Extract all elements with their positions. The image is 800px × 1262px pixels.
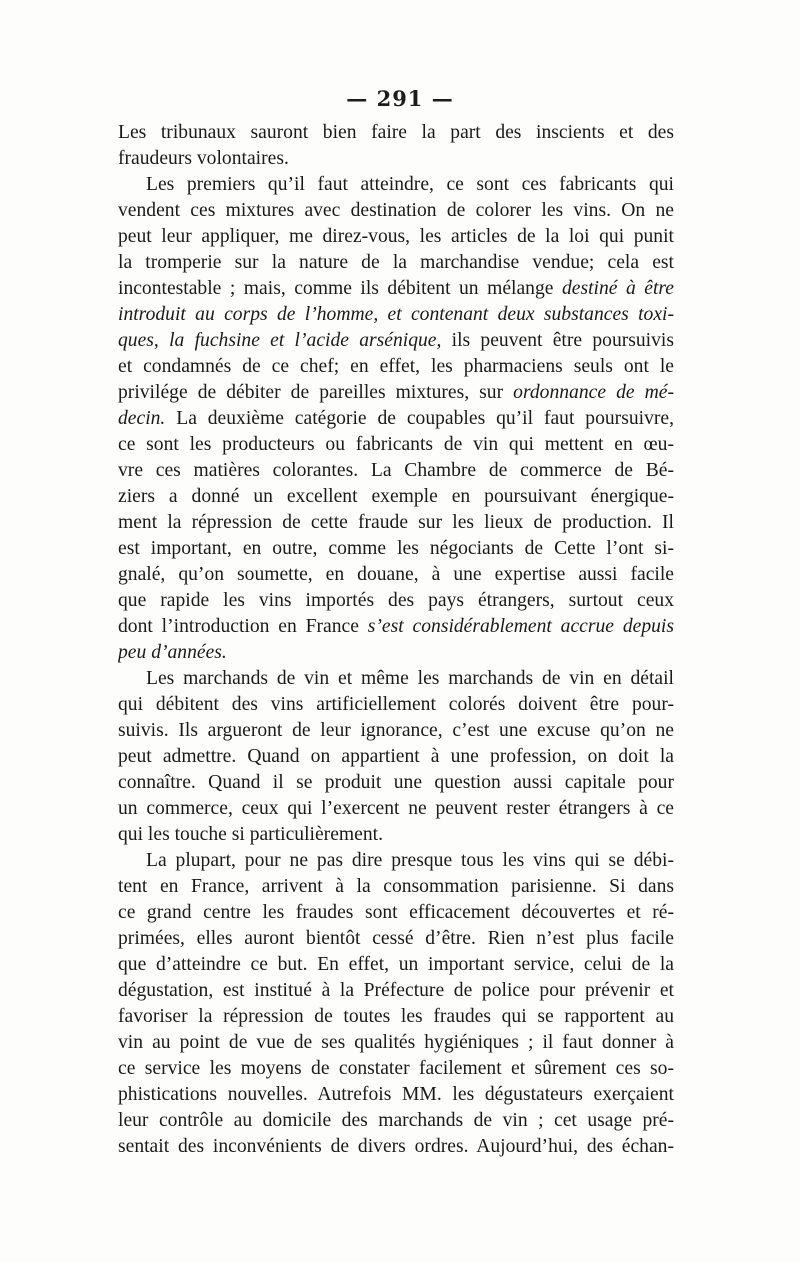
text-run: La plupart, pour ne pas dire presque tous les vins qui se débi- bbox=[146, 850, 674, 871]
text-line bbox=[118, 536, 674, 562]
text-run: la tromperie sur la nature de la marchandise vendue; cela est bbox=[118, 252, 674, 273]
text-line bbox=[118, 978, 674, 1004]
text-line bbox=[118, 900, 674, 926]
body-text bbox=[118, 120, 674, 1160]
text-line bbox=[118, 198, 674, 224]
text-run: privilége de débiter de pareilles mixtures, sur bbox=[118, 382, 514, 403]
paragraph bbox=[118, 666, 674, 848]
text-line bbox=[118, 1108, 674, 1134]
italic-text: ordonnance de mé- bbox=[513, 382, 674, 403]
text-line bbox=[118, 666, 674, 692]
text-line bbox=[118, 380, 674, 406]
text-run: vendent ces mixtures avec destination de colorer les vins. On ne bbox=[118, 200, 674, 221]
text-run: un commerce, ceux qui l’exercent ne peuvent rester étrangers à ce bbox=[118, 798, 674, 819]
text-run: et condamnés de ce chef; en effet, les pharmaciens seuls ont le bbox=[118, 356, 674, 377]
text-run: ce grand centre les fraudes sont efficacement découvertes et ré- bbox=[118, 902, 674, 923]
text-line bbox=[118, 432, 674, 458]
text-line bbox=[118, 484, 674, 510]
italic-text: decin. bbox=[118, 408, 166, 429]
paragraph bbox=[118, 848, 674, 1160]
text-line bbox=[118, 406, 674, 432]
text-run: incontestable ; mais, comme ils débitent un mélange bbox=[118, 278, 562, 299]
text-line bbox=[118, 510, 674, 536]
text-line bbox=[118, 822, 674, 848]
text-line bbox=[118, 926, 674, 952]
text-line bbox=[118, 848, 674, 874]
text-line bbox=[118, 146, 674, 172]
text-line bbox=[118, 640, 674, 666]
italic-text: ques bbox=[118, 330, 154, 351]
text-run: que rapide les vins importés des pays étrangers, surtout ceux bbox=[118, 590, 674, 611]
italic-text: destiné à être bbox=[561, 278, 674, 299]
text-line bbox=[118, 276, 674, 302]
text-run: primées, elles auront bientôt cessé d’être. Rien n’est plus facile bbox=[118, 928, 674, 949]
italic-text: s’est considérablement accrue depuis bbox=[367, 616, 674, 637]
italic-text: peu d’années. bbox=[118, 642, 227, 663]
page-number: — 291 — bbox=[346, 86, 454, 111]
text-run: La deuxième catégorie de coupables qu’il faut poursuivre, bbox=[165, 408, 674, 429]
text-line bbox=[118, 1004, 674, 1030]
text-run: peut admettre. Quand on appartient à une profession, on doit la bbox=[118, 746, 674, 767]
text-run: sentait des inconvénients de divers ordres. Aujourd’hui, des échan- bbox=[118, 1136, 674, 1157]
text-run: connaître. Quand il se produit une question aussi capitale pour bbox=[118, 772, 674, 793]
paragraph bbox=[118, 172, 674, 666]
text-line bbox=[118, 120, 674, 146]
text-line bbox=[118, 328, 674, 354]
text-run: suivis. Ils argueront de leur ignorance, c’est une excuse qu’on ne bbox=[118, 720, 674, 741]
text-line bbox=[118, 250, 674, 276]
text-run: vre ces matières colorantes. La Chambre de commerce de Bé- bbox=[118, 460, 674, 481]
text-run: qui les touche si particulièrement. bbox=[118, 824, 383, 845]
text-line bbox=[118, 562, 674, 588]
text-line bbox=[118, 354, 674, 380]
paragraph bbox=[118, 120, 674, 172]
text-run: favoriser la répression de toutes les fraudes qui se rapportent au bbox=[118, 1006, 674, 1027]
text-run: Les tribunaux sauront bien faire la part des inscients et des bbox=[118, 122, 674, 143]
text-line bbox=[118, 458, 674, 484]
text-line bbox=[118, 692, 674, 718]
text-line bbox=[118, 796, 674, 822]
text-run: , bbox=[153, 330, 170, 351]
text-run: vin au point de vue de ses qualités hygiéniques ; il faut donner à bbox=[118, 1032, 674, 1053]
text-line bbox=[118, 224, 674, 250]
text-line bbox=[118, 1056, 674, 1082]
text-run: ment la répression de cette fraude sur les lieux de production. Il bbox=[118, 512, 674, 533]
text-run: dégustation, est institué à la Préfecture de police pour prévenir et bbox=[118, 980, 674, 1001]
text-run: Les premiers qu’il faut atteindre, ce sont ces fabricants qui bbox=[146, 174, 674, 195]
text-line bbox=[118, 302, 674, 328]
text-run: qui débitent des vins artificiellement colorés doivent être pour- bbox=[118, 694, 674, 715]
text-line bbox=[118, 770, 674, 796]
text-run: leur contrôle au domicile des marchands de vin ; cet usage pré- bbox=[118, 1110, 674, 1131]
italic-text: introduit au corps de l’homme, et contenant deux substances toxi- bbox=[118, 304, 674, 325]
text-run: phistications nouvelles. Autrefois MM. les dégustateurs exerçaient bbox=[118, 1084, 674, 1105]
text-line bbox=[118, 1030, 674, 1056]
text-line bbox=[118, 588, 674, 614]
text-line bbox=[118, 1082, 674, 1108]
text-run: peut leur appliquer, me direz-vous, les articles de la loi qui punit bbox=[118, 226, 674, 247]
text-run: dont l’introduction en France bbox=[118, 616, 368, 637]
text-run: , ils peuvent être poursuivis bbox=[436, 330, 674, 351]
text-line bbox=[118, 614, 674, 640]
text-line bbox=[118, 718, 674, 744]
text-run: tent en France, arrivent à la consommation parisienne. Si dans bbox=[118, 876, 674, 897]
text-run: fraudeurs volontaires. bbox=[118, 148, 289, 169]
text-run: que d’atteindre ce but. En effet, un important service, celui de la bbox=[118, 954, 674, 975]
text-run: ce service les moyens de constater facilement et sûrement ces so- bbox=[118, 1058, 674, 1079]
text-run: gnalé, qu’on soumette, en douane, à une expertise aussi facile bbox=[118, 564, 674, 585]
text-line bbox=[118, 1134, 674, 1160]
text-run: ce sont les producteurs ou fabricants de vin qui mettent en œu- bbox=[118, 434, 674, 455]
text-line bbox=[118, 744, 674, 770]
text-line bbox=[118, 952, 674, 978]
text-run: Les marchands de vin et même les marchands de vin en détail bbox=[146, 668, 674, 689]
text-run: est important, en outre, comme les négociants de Cette l’ont si- bbox=[118, 538, 674, 559]
italic-text: la fuchsine et l’acide arsénique bbox=[169, 330, 437, 351]
text-line bbox=[118, 172, 674, 198]
text-run: ziers a donné un excellent exemple en poursuivant énergique- bbox=[118, 486, 674, 507]
text-line bbox=[118, 874, 674, 900]
